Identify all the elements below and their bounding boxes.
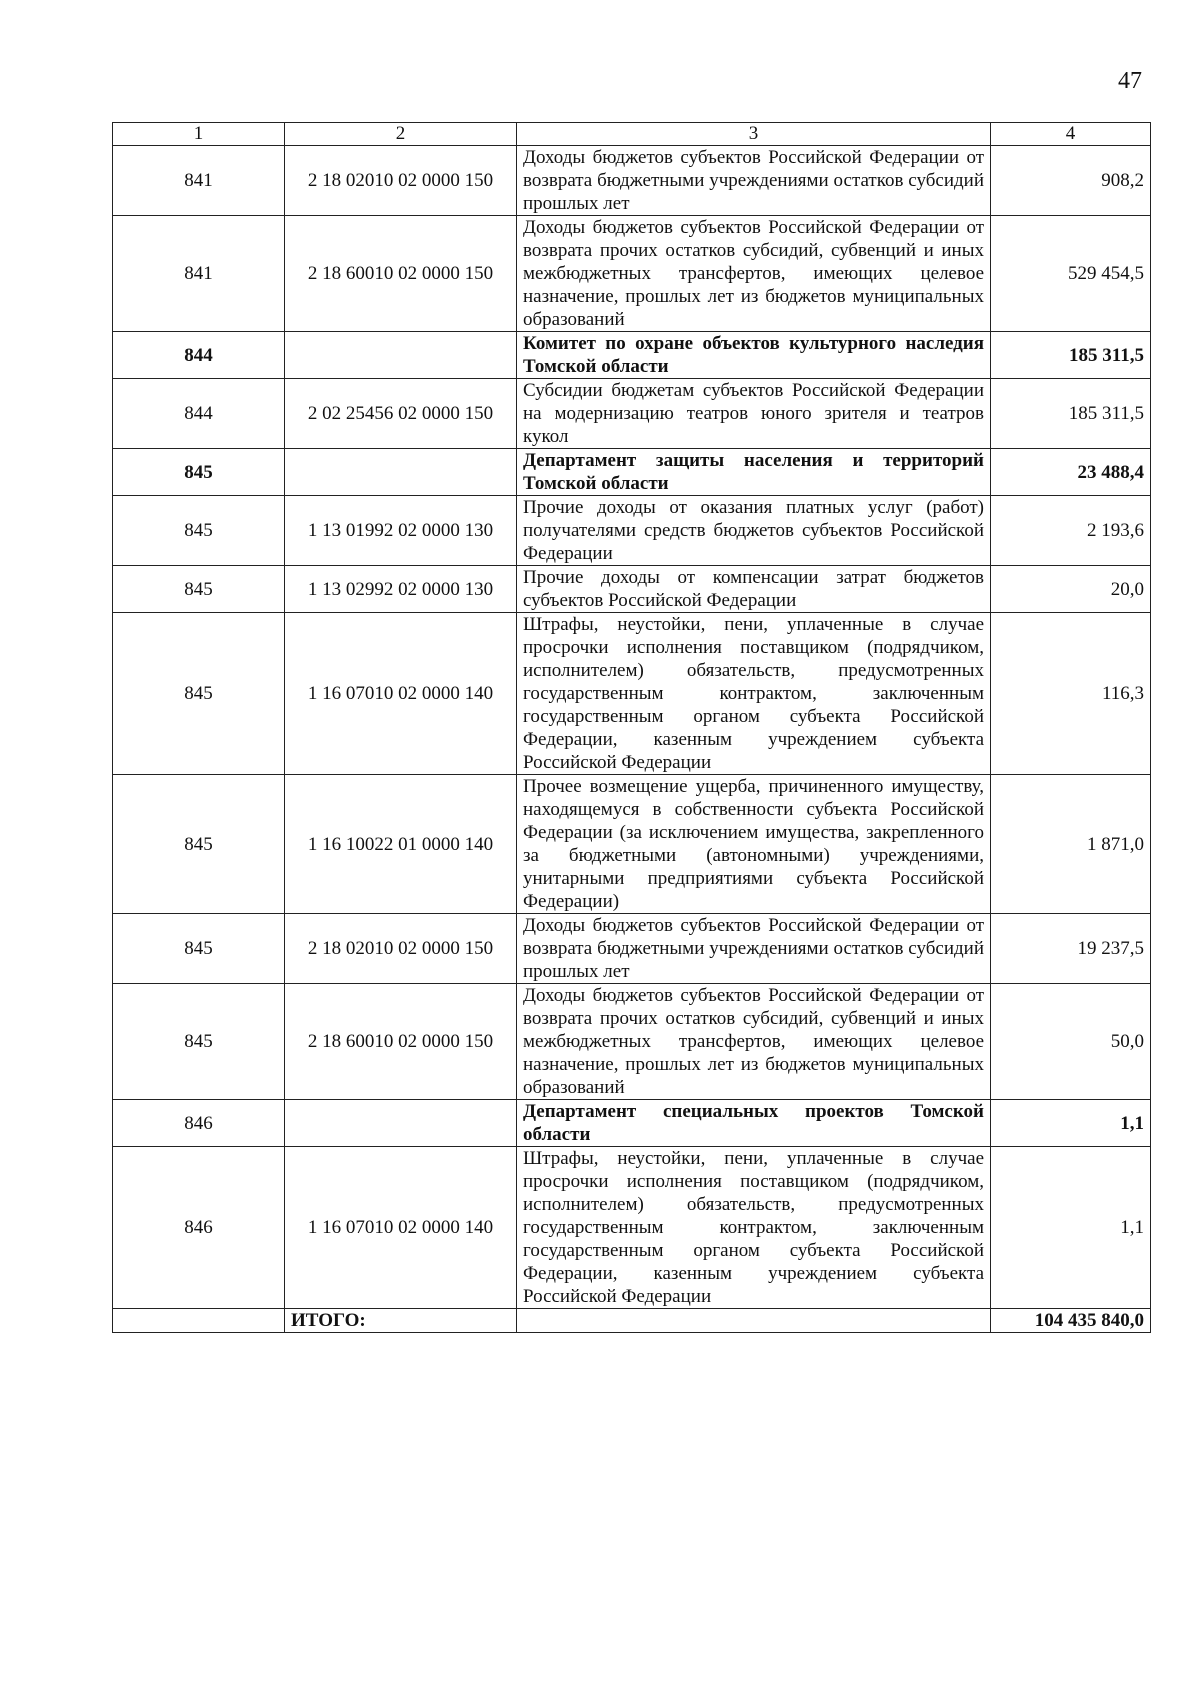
total-empty-cell bbox=[517, 1309, 991, 1333]
budget-code-cell: 1 13 02992 02 0000 130 bbox=[285, 566, 517, 613]
amount-cell: 1,1 bbox=[991, 1147, 1151, 1309]
revenue-table bbox=[112, 122, 1151, 1333]
admin-code-cell: 841 bbox=[113, 216, 285, 332]
budget-code-cell bbox=[285, 1100, 517, 1147]
revenue-name-cell: Доходы бюджетов субъектов Российской Федерации от возврата прочих остатков субсидий, субвенций и иных межбюджетных трансфертов, имеющих целевое назначение, прошлых лет из бюджетов муниципальных образований bbox=[517, 984, 991, 1100]
amount-cell: 908,2 bbox=[991, 146, 1151, 216]
revenue-name-cell: Прочее возмещение ущерба, причиненного имуществу, находящемуся в собственности субъекта Российской Федерации (за исключением имущества, закрепленного за бюджетными (автономными) учреждениями, унитарными предприятиями субъекта Российской Федерации) bbox=[517, 775, 991, 914]
table-row bbox=[113, 613, 1151, 775]
budget-code-cell: 1 16 07010 02 0000 140 bbox=[285, 1147, 517, 1309]
table-row bbox=[113, 216, 1151, 332]
revenue-name-cell: Прочие доходы от компенсации затрат бюджетов субъектов Российской Федерации bbox=[517, 566, 991, 613]
total-empty-cell bbox=[113, 1309, 285, 1333]
revenue-name-cell: Комитет по охране объектов культурного наследия Томской области bbox=[517, 332, 991, 379]
column-header-4: 4 bbox=[991, 123, 1151, 146]
admin-code-cell: 845 bbox=[113, 449, 285, 496]
table-row bbox=[113, 449, 1151, 496]
budget-code-cell: 2 18 60010 02 0000 150 bbox=[285, 216, 517, 332]
amount-cell: 20,0 bbox=[991, 566, 1151, 613]
amount-cell: 19 237,5 bbox=[991, 914, 1151, 984]
admin-code-cell: 844 bbox=[113, 332, 285, 379]
revenue-name-cell: Департамент защиты населения и территорий Томской области bbox=[517, 449, 991, 496]
revenue-name-cell: Штрафы, неустойки, пени, уплаченные в случае просрочки исполнения поставщиком (подрядчиком, исполнителем) обязательств, предусмотренных государственным контрактом, заключенным государственным органом субъекта Российской Федерации, казенным учреждением субъекта Российской Федерации bbox=[517, 613, 991, 775]
revenue-name-cell: Прочие доходы от оказания платных услуг (работ) получателями средств бюджетов субъектов Российской Федерации bbox=[517, 496, 991, 566]
total-amount: 104 435 840,0 bbox=[991, 1309, 1151, 1333]
amount-cell: 2 193,6 bbox=[991, 496, 1151, 566]
budget-code-cell bbox=[285, 449, 517, 496]
revenue-name-cell: Субсидии бюджетам субъектов Российской Федерации на модернизацию театров юного зрителя и театров кукол bbox=[517, 379, 991, 449]
column-header-1: 1 bbox=[113, 123, 285, 146]
revenue-name-cell: Штрафы, неустойки, пени, уплаченные в случае просрочки исполнения поставщиком (подрядчиком, исполнителем) обязательств, предусмотренных государственным контрактом, заключенным государственным органом субъекта Российской Федерации, казенным учреждением субъекта Российской Федерации bbox=[517, 1147, 991, 1309]
admin-code-cell: 845 bbox=[113, 566, 285, 613]
column-number-row bbox=[113, 123, 1151, 146]
revenue-name-cell: Доходы бюджетов субъектов Российской Федерации от возврата бюджетными учреждениями остатков субсидий прошлых лет bbox=[517, 914, 991, 984]
table-row bbox=[113, 775, 1151, 914]
column-header-3: 3 bbox=[517, 123, 991, 146]
table-row bbox=[113, 1147, 1151, 1309]
amount-cell: 529 454,5 bbox=[991, 216, 1151, 332]
budget-code-cell bbox=[285, 332, 517, 379]
table-row bbox=[113, 332, 1151, 379]
amount-cell: 185 311,5 bbox=[991, 332, 1151, 379]
admin-code-cell: 845 bbox=[113, 914, 285, 984]
admin-code-cell: 846 bbox=[113, 1147, 285, 1309]
budget-code-cell: 2 18 02010 02 0000 150 bbox=[285, 146, 517, 216]
table-body bbox=[113, 146, 1151, 1309]
admin-code-cell: 845 bbox=[113, 775, 285, 914]
amount-cell: 1,1 bbox=[991, 1100, 1151, 1147]
amount-cell: 1 871,0 bbox=[991, 775, 1151, 914]
revenue-name-cell: Департамент специальных проектов Томской области bbox=[517, 1100, 991, 1147]
admin-code-cell: 845 bbox=[113, 613, 285, 775]
admin-code-cell: 845 bbox=[113, 984, 285, 1100]
budget-code-cell: 1 16 07010 02 0000 140 bbox=[285, 613, 517, 775]
table-row bbox=[113, 914, 1151, 984]
table-row bbox=[113, 1100, 1151, 1147]
admin-code-cell: 846 bbox=[113, 1100, 285, 1147]
budget-code-cell: 2 18 60010 02 0000 150 bbox=[285, 984, 517, 1100]
admin-code-cell: 845 bbox=[113, 496, 285, 566]
table-row bbox=[113, 566, 1151, 613]
table-row bbox=[113, 496, 1151, 566]
budget-code-cell: 2 02 25456 02 0000 150 bbox=[285, 379, 517, 449]
page-number: 47 bbox=[1118, 68, 1142, 94]
amount-cell: 50,0 bbox=[991, 984, 1151, 1100]
column-header-2: 2 bbox=[285, 123, 517, 146]
table-row bbox=[113, 379, 1151, 449]
amount-cell: 116,3 bbox=[991, 613, 1151, 775]
table-row bbox=[113, 146, 1151, 216]
revenue-name-cell: Доходы бюджетов субъектов Российской Федерации от возврата прочих остатков субсидий, субвенций и иных межбюджетных трансфертов, имеющих целевое назначение, прошлых лет из бюджетов муниципальных образований bbox=[517, 216, 991, 332]
admin-code-cell: 844 bbox=[113, 379, 285, 449]
budget-code-cell: 1 16 10022 01 0000 140 bbox=[285, 775, 517, 914]
budget-code-cell: 1 13 01992 02 0000 130 bbox=[285, 496, 517, 566]
budget-code-cell: 2 18 02010 02 0000 150 bbox=[285, 914, 517, 984]
total-row bbox=[113, 1309, 1151, 1333]
total-label: ИТОГО: bbox=[285, 1309, 517, 1333]
amount-cell: 23 488,4 bbox=[991, 449, 1151, 496]
admin-code-cell: 841 bbox=[113, 146, 285, 216]
table-row bbox=[113, 984, 1151, 1100]
amount-cell: 185 311,5 bbox=[991, 379, 1151, 449]
revenue-name-cell: Доходы бюджетов субъектов Российской Федерации от возврата бюджетными учреждениями остатков субсидий прошлых лет bbox=[517, 146, 991, 216]
